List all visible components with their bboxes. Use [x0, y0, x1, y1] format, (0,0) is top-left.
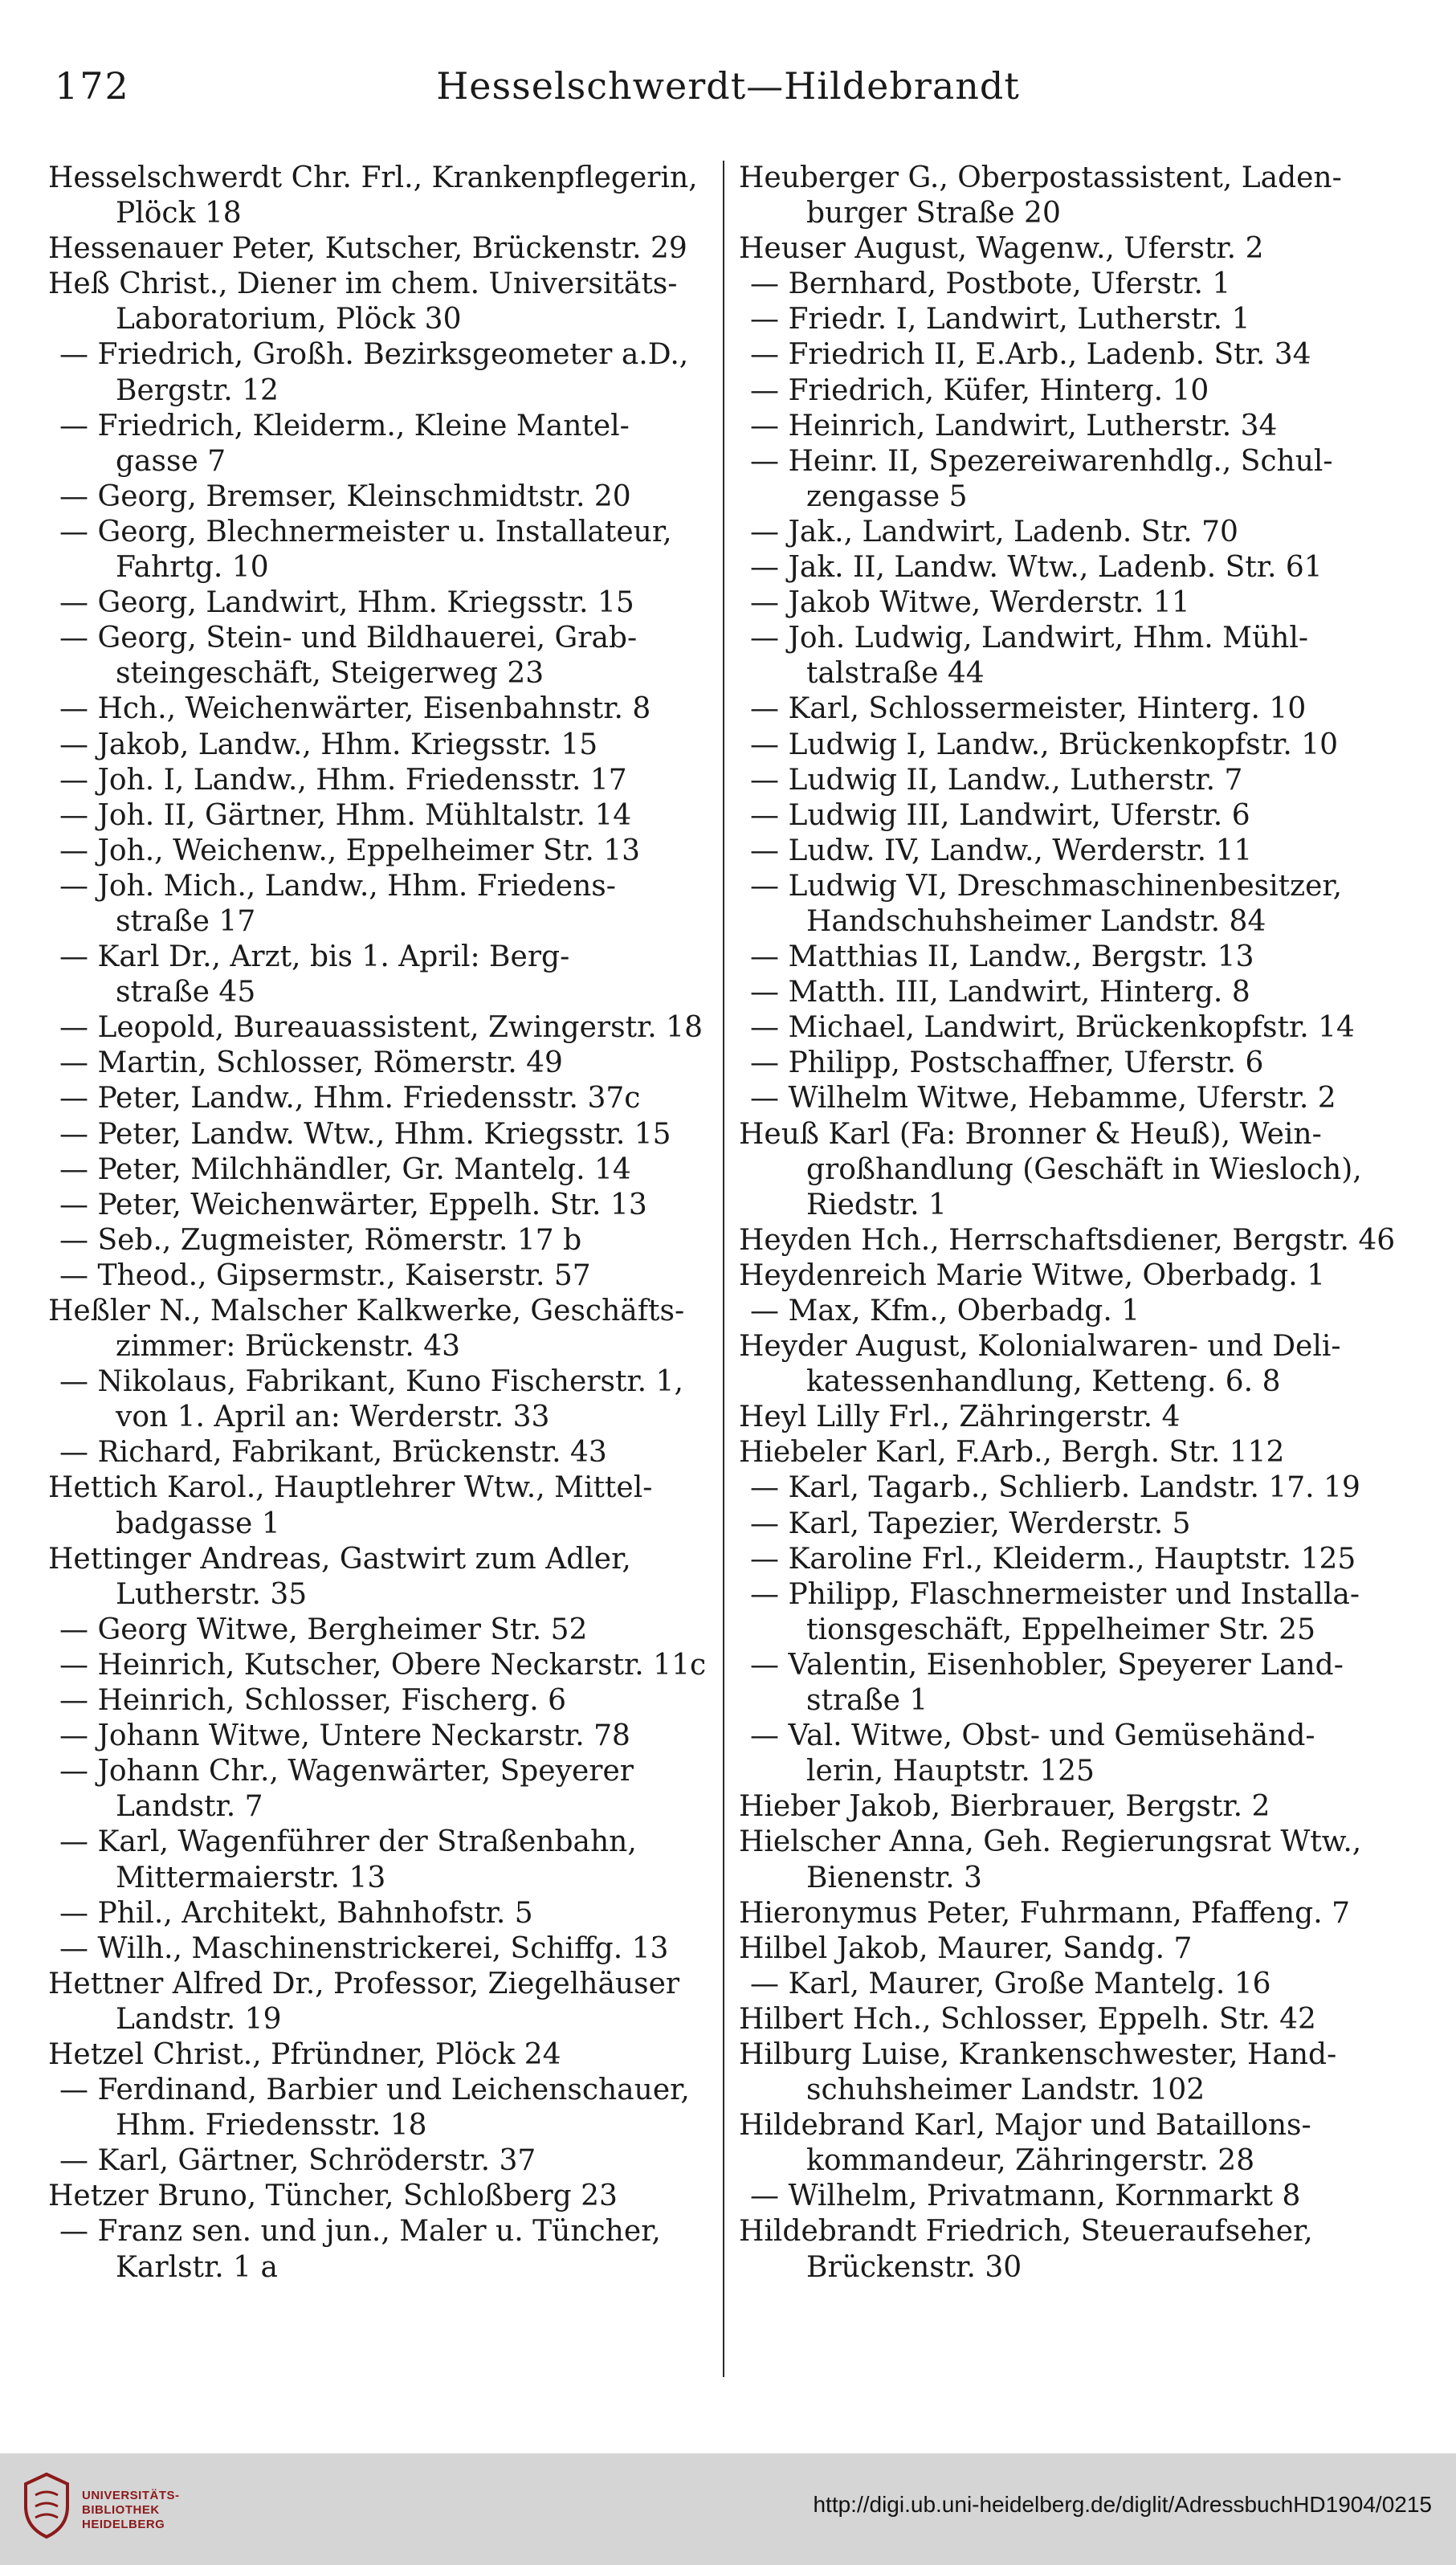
- entry-line: Heuser August, Wagenw., Uferstr. 2: [739, 232, 1264, 266]
- logo-line: UNIVERSITÄTS-: [82, 2489, 180, 2502]
- directory-entry: [739, 1258, 1397, 1294]
- directory-entry: [48, 479, 707, 515]
- directory-entry: [739, 515, 1397, 550]
- directory-entry: [739, 2037, 1397, 2108]
- entry-line: Heß Christ., Diener im chem. Universitäts-: [48, 267, 678, 301]
- entry-line: — Val. Witwe, Obst- und Gemüsehänd-: [750, 1719, 1315, 1753]
- directory-entry: [739, 337, 1397, 373]
- directory-entry: [48, 691, 707, 727]
- directory-entry: [739, 1046, 1397, 1081]
- entry-line: — Peter, Weichenwärter, Eppelh. Str. 13: [59, 1188, 647, 1221]
- entry-line: Heßler N., Malscher Kalkwerke, Geschäfts-: [48, 1295, 685, 1327]
- entry-line: — Karl, Schlossermeister, Hinterg. 10: [750, 692, 1307, 726]
- directory-entry: [739, 1577, 1397, 1648]
- directory-entry: [739, 585, 1397, 621]
- footer-bar: [0, 2453, 1456, 2565]
- directory-entry: [739, 1719, 1397, 1789]
- entry-line: — Nikolaus, Fabrikant, Kuno Fischerstr. 1,: [59, 1365, 683, 1399]
- directory-entry: [48, 1364, 707, 1435]
- directory-entry: [739, 1967, 1397, 2002]
- directory-entry: [739, 231, 1397, 267]
- running-title: Hesselschwerdt—Hildebrandt: [436, 64, 1020, 108]
- entry-continuation-line: burger Straße 20: [806, 197, 1061, 230]
- directory-entry: [739, 798, 1397, 834]
- entry-line: — Friedrich II, E.Arb., Ladenb. Str. 34: [750, 338, 1311, 372]
- entry-line: Heuberger G., Oberpostassistent, Laden-: [739, 161, 1342, 194]
- entry-line: — Karl, Tapezier, Werderstr. 5: [750, 1507, 1191, 1540]
- entry-line: Hetzer Bruno, Tüncher, Schloßberg 23: [48, 2180, 618, 2213]
- directory-entry: [48, 409, 707, 479]
- directory-entry: [48, 1825, 707, 1895]
- directory-entry: [48, 1223, 707, 1258]
- entry-line: — Peter, Landw. Wtw., Hhm. Kriegsstr. 15: [59, 1117, 671, 1151]
- directory-entry: [739, 2179, 1397, 2214]
- entry-line: — Wilhelm Witwe, Hebamme, Uferstr. 2: [750, 1082, 1336, 1115]
- entry-line: Hielscher Anna, Geh. Regierungsrat Wtw.,: [739, 1825, 1362, 1859]
- directory-entry: [48, 2214, 707, 2285]
- directory-entry: [739, 2002, 1397, 2037]
- entry-continuation-line: lerin, Hauptstr. 125: [806, 1755, 1095, 1788]
- entry-continuation-line: straße 17: [116, 904, 256, 938]
- entry-line: — Ludwig VI, Dreschmaschinenbesitzer,: [750, 869, 1343, 903]
- directory-entry: [739, 444, 1397, 515]
- entry-line: — Theod., Gipsermstr., Kaiserstr. 57: [59, 1258, 591, 1292]
- directory-entry: [48, 1081, 707, 1116]
- directory-entry: [739, 1542, 1397, 1577]
- entry-line: — Georg, Landwirt, Hhm. Kriegsstr. 15: [59, 586, 634, 620]
- directory-entry: [739, 1507, 1397, 1542]
- entry-line: Hilbel Jakob, Maurer, Sandg. 7: [739, 1931, 1193, 1965]
- entry-line: — Franz sen. und jun., Maler u. Tüncher,: [59, 2215, 661, 2249]
- directory-entry: [48, 798, 707, 834]
- page-number: 172: [55, 64, 130, 108]
- entry-line: — Karl, Maurer, Große Mantelg. 16: [750, 1967, 1271, 2000]
- entry-line: — Heinr. II, Spezereiwarenhdlg., Schul-: [750, 444, 1333, 478]
- directory-entry: [739, 550, 1397, 585]
- directory-entry: [739, 267, 1397, 302]
- entry-continuation-line: badgasse 1: [116, 1507, 280, 1540]
- entry-line: — Joh. Ludwig, Landwirt, Hhm. Mühl-: [750, 622, 1309, 655]
- directory-entry: [48, 267, 707, 337]
- entry-line: — Michael, Landwirt, Brückenkopfstr. 14: [750, 1011, 1355, 1045]
- entry-line: — Ferdinand, Barbier und Leichenschauer,: [59, 2074, 690, 2107]
- directory-entry: [48, 2143, 707, 2179]
- entry-line: — Jak., Landwirt, Ladenb. Str. 70: [750, 515, 1238, 548]
- entry-continuation-line: Brückenstr. 30: [806, 2250, 1022, 2284]
- entry-line: — Peter, Milchhändler, Gr. Mantelg. 14: [59, 1152, 631, 1186]
- entry-line: Hieronymus Peter, Fuhrmann, Pfaffeng. 7: [739, 1896, 1351, 1930]
- entry-line: — Philipp, Flaschnermeister und Installa-: [750, 1577, 1360, 1611]
- entry-line: — Seb., Zugmeister, Römerstr. 17 b: [59, 1223, 582, 1257]
- entry-line: — Joh. II, Gärtner, Hhm. Mühltalstr. 14: [59, 798, 632, 832]
- directory-entry: [739, 409, 1397, 444]
- directory-columns: [48, 161, 1413, 2377]
- entry-line: — Georg Witwe, Bergheimer Str. 52: [59, 1613, 588, 1646]
- entry-line: — Ludw. IV, Landw., Werderstr. 11: [750, 834, 1253, 867]
- directory-entry: [48, 1258, 707, 1294]
- entry-line: Hesselschwerdt Chr. Frl., Krankenpflegerin,: [48, 161, 698, 194]
- entry-line: Hilburg Luise, Krankenschwester, Hand-: [739, 2037, 1337, 2071]
- directory-entry: [48, 1046, 707, 1081]
- entry-line: — Heinrich, Landwirt, Lutherstr. 34: [750, 409, 1278, 442]
- entry-continuation-line: Laboratorium, Plöck 30: [116, 303, 462, 336]
- source-url-link[interactable]: http://digi.ub.uni-heidelberg.de/diglit/AdressbuchHD1904/0215: [813, 2492, 1432, 2517]
- directory-entry: [48, 763, 707, 798]
- entry-line: — Karl, Wagenführer der Straßenbahn,: [59, 1825, 637, 1859]
- directory-entry: [739, 940, 1397, 975]
- directory-entry: [739, 728, 1397, 763]
- entry-continuation-line: kommandeur, Zähringerstr. 28: [806, 2144, 1255, 2178]
- entry-line: — Friedrich, Küfer, Hinterg. 10: [750, 373, 1209, 407]
- directory-entry: [48, 231, 707, 267]
- page-header: [0, 56, 1456, 120]
- entry-line: — Joh., Weichenw., Eppelheimer Str. 13: [59, 834, 641, 867]
- directory-entry: [48, 337, 707, 408]
- entry-continuation-line: katessenhandlung, Ketteng. 6. 8: [806, 1365, 1281, 1399]
- entry-line: — Max, Kfm., Oberbadg. 1: [750, 1295, 1140, 1327]
- entry-line: — Karl, Gärtner, Schröderstr. 37: [59, 2144, 536, 2178]
- directory-entry: [48, 1683, 707, 1719]
- entry-line: — Valentin, Eisenhobler, Speyerer Land-: [750, 1648, 1344, 1682]
- entry-line: Hettinger Andreas, Gastwirt zum Adler,: [48, 1542, 631, 1576]
- directory-entry: [739, 834, 1397, 869]
- directory-entry: [48, 1931, 707, 1967]
- entry-continuation-line: großhandlung (Geschäft in Wiesloch),: [806, 1152, 1362, 1186]
- entry-line: Hilbert Hch., Schlosser, Eppelh. Str. 42: [739, 2002, 1316, 2036]
- directory-entry: [739, 2108, 1397, 2179]
- entry-continuation-line: Lutherstr. 35: [116, 1577, 308, 1611]
- entry-continuation-line: Riedstr. 1: [806, 1188, 947, 1221]
- entry-line: — Peter, Landw., Hhm. Friedensstr. 37c: [59, 1082, 641, 1115]
- directory-entry: [48, 585, 707, 621]
- entry-continuation-line: tionsgeschäft, Eppelheimer Str. 25: [806, 1613, 1315, 1646]
- directory-entry: [739, 1400, 1397, 1435]
- entry-line: — Philipp, Postschaffner, Uferstr. 6: [750, 1046, 1264, 1080]
- entry-line: Hettich Karol., Hauptlehrer Wtw., Mittel-: [48, 1471, 653, 1505]
- directory-entry: [739, 1117, 1397, 1223]
- directory-entry: [48, 1010, 707, 1046]
- right-column: [739, 161, 1397, 2286]
- entry-line: — Ludwig II, Landw., Lutherstr. 7: [750, 763, 1243, 797]
- directory-entry: [48, 2179, 707, 2214]
- entry-continuation-line: Karlstr. 1 a: [116, 2250, 278, 2284]
- directory-entry: [739, 869, 1397, 940]
- entry-line: Hildebrandt Friedrich, Steueraufseher,: [739, 2215, 1313, 2249]
- directory-entry: [48, 1470, 707, 1541]
- entry-continuation-line: straße 45: [116, 976, 256, 1009]
- entry-continuation-line: Landstr. 19: [116, 2002, 282, 2036]
- directory-entry: [739, 373, 1397, 409]
- entry-line: — Jakob Witwe, Werderstr. 11: [750, 586, 1190, 620]
- entry-line: — Joh. Mich., Landw., Hhm. Friedens-: [59, 869, 616, 903]
- entry-line: Hettner Alfred Dr., Professor, Ziegelhäuser: [48, 1967, 680, 2000]
- entry-continuation-line: Plöck 18: [116, 197, 242, 230]
- directory-entry: [739, 1329, 1397, 1400]
- directory-entry: [739, 763, 1397, 798]
- directory-entry: [739, 1648, 1397, 1719]
- column-divider: [723, 161, 724, 2377]
- directory-entry: [739, 1896, 1397, 1931]
- entry-line: — Ludwig III, Landwirt, Uferstr. 6: [750, 798, 1250, 832]
- directory-entry: [739, 2214, 1397, 2285]
- directory-entry: [48, 1896, 707, 1931]
- directory-entry: [739, 1435, 1397, 1470]
- left-column: [48, 161, 707, 2286]
- entry-line: — Friedrich, Großh. Bezirksgeometer a.D.,: [59, 338, 689, 372]
- directory-entry: [739, 1010, 1397, 1046]
- entry-continuation-line: talstraße 44: [806, 657, 985, 691]
- entry-line: Heuß Karl (Fa: Bronner & Heuß), Wein-: [739, 1117, 1322, 1151]
- entry-line: — Phil., Architekt, Bahnhofstr. 5: [59, 1896, 533, 1930]
- entry-continuation-line: zengasse 5: [806, 479, 968, 513]
- directory-entry: [48, 1188, 707, 1223]
- entry-line: — Matthias II, Landw., Bergstr. 13: [750, 940, 1254, 974]
- directory-entry: [48, 2037, 707, 2073]
- directory-entry: [48, 940, 707, 1010]
- entry-continuation-line: von 1. April an: Werderstr. 33: [116, 1401, 550, 1434]
- entry-line: — Martin, Schlosser, Römerstr. 49: [59, 1046, 563, 1080]
- directory-entry: [48, 1648, 707, 1683]
- entry-line: — Johann Witwe, Untere Neckarstr. 78: [59, 1719, 630, 1753]
- directory-entry: [739, 1789, 1397, 1825]
- library-logo[interactable]: [14, 2466, 207, 2547]
- entry-continuation-line: Bienenstr. 3: [806, 1861, 982, 1894]
- entry-line: — Richard, Fabrikant, Brückenstr. 43: [59, 1436, 607, 1470]
- entry-line: — Karl, Tagarb., Schlierb. Landstr. 17. 19: [750, 1471, 1360, 1505]
- entry-line: — Georg, Stein- und Bildhauerei, Grab-: [59, 622, 638, 655]
- entry-line: — Leopold, Bureauassistent, Zwingerstr. 18: [59, 1011, 703, 1045]
- entry-continuation-line: Landstr. 7: [116, 1790, 263, 1824]
- entry-line: Hildebrand Karl, Major und Bataillons-: [739, 2109, 1311, 2143]
- entry-line: — Wilh., Maschinenstrickerei, Schiffg. 13: [59, 1931, 669, 1965]
- directory-entry: [48, 1754, 707, 1825]
- directory-entry: [739, 1825, 1397, 1895]
- entry-line: — Jakob, Landw., Hhm. Kriegsstr. 15: [59, 728, 598, 761]
- directory-entry: [739, 1931, 1397, 1967]
- entry-continuation-line: Fahrtg. 10: [116, 551, 269, 585]
- directory-entry: [48, 515, 707, 585]
- directory-entry: [48, 1719, 707, 1754]
- entry-line: Heyl Lilly Frl., Zähringerstr. 4: [739, 1401, 1181, 1434]
- entry-line: Hessenauer Peter, Kutscher, Brückenstr. 29: [48, 232, 687, 266]
- entry-continuation-line: steingeschäft, Steigerweg 23: [116, 657, 544, 691]
- entry-line: — Ludwig I, Landw., Brückenkopfstr. 10: [750, 728, 1339, 761]
- logo-line: HEIDELBERG: [82, 2518, 165, 2531]
- directory-entry: [48, 1542, 707, 1613]
- directory-entry: [739, 302, 1397, 337]
- directory-entry: [739, 1294, 1397, 1329]
- directory-entry: [739, 691, 1397, 727]
- entry-line: Heyden Hch., Herrschaftsdiener, Bergstr. 46: [739, 1223, 1396, 1257]
- directory-entry: [739, 1223, 1397, 1258]
- entry-continuation-line: gasse 7: [116, 444, 226, 478]
- entry-line: — Georg, Blechnermeister u. Installateur,: [59, 515, 672, 548]
- logo-line: BIBLIOTHEK: [82, 2503, 160, 2517]
- entry-line: — Friedr. I, Landwirt, Lutherstr. 1: [750, 303, 1250, 336]
- entry-line: Heydenreich Marie Witwe, Oberbadg. 1: [739, 1258, 1326, 1292]
- entry-continuation-line: straße 1: [806, 1684, 928, 1718]
- entry-line: — Johann Chr., Wagenwärter, Speyerer: [59, 1755, 634, 1788]
- directory-entry: [48, 869, 707, 940]
- directory-entry: [48, 1152, 707, 1188]
- directory-entry: [48, 1117, 707, 1152]
- directory-entry: [48, 2073, 707, 2143]
- entry-line: — Heinrich, Schlosser, Fischerg. 6: [59, 1684, 567, 1718]
- entry-continuation-line: Bergstr. 12: [116, 373, 279, 407]
- entry-line: — Friedrich, Kleiderm., Kleine Mantel-: [59, 409, 630, 442]
- directory-entry: [739, 975, 1397, 1010]
- entry-continuation-line: schuhsheimer Landstr. 102: [806, 2074, 1205, 2107]
- entry-line: — Hch., Weichenwärter, Eisenbahnstr. 8: [59, 692, 651, 726]
- entry-line: — Georg, Bremser, Kleinschmidtstr. 20: [59, 479, 631, 513]
- entry-line: — Matth. III, Landwirt, Hinterg. 8: [750, 976, 1250, 1009]
- entry-line: — Karl Dr., Arzt, bis 1. April: Berg-: [59, 940, 570, 974]
- directory-entry: [48, 1967, 707, 2037]
- directory-entry: [48, 161, 707, 231]
- entry-continuation-line: Mittermaierstr. 13: [116, 1861, 386, 1894]
- directory-entry: [739, 161, 1397, 231]
- library-seal-icon: [18, 2471, 75, 2540]
- entry-line: Hiebeler Karl, F.Arb., Bergh. Str. 112: [739, 1436, 1285, 1470]
- entry-continuation-line: Handschuhsheimer Landstr. 84: [806, 904, 1266, 938]
- directory-entry: [739, 1081, 1397, 1116]
- directory-entry: [48, 1435, 707, 1470]
- directory-entry: [739, 1470, 1397, 1506]
- entry-continuation-line: Hhm. Friedensstr. 18: [116, 2109, 427, 2143]
- entry-line: — Heinrich, Kutscher, Obere Neckarstr. 11c: [59, 1648, 707, 1682]
- entry-line: Heyder August, Kolonialwaren- und Deli-: [739, 1330, 1341, 1364]
- directory-entry: [48, 834, 707, 869]
- entry-line: — Joh. I, Landw., Hhm. Friedensstr. 17: [59, 763, 627, 797]
- directory-entry: [48, 1613, 707, 1648]
- library-logo-text: [82, 2489, 180, 2532]
- entry-continuation-line: zimmer: Brückenstr. 43: [116, 1330, 461, 1364]
- entry-line: Hetzel Christ., Pfründner, Plöck 24: [48, 2037, 561, 2071]
- directory-entry: [48, 621, 707, 691]
- entry-line: — Bernhard, Postbote, Uferstr. 1: [750, 267, 1231, 301]
- directory-entry: [739, 621, 1397, 691]
- directory-entry: [48, 1294, 707, 1364]
- entry-line: Hieber Jakob, Bierbrauer, Bergstr. 2: [739, 1790, 1270, 1824]
- entry-line: — Wilhelm, Privatmann, Kornmarkt 8: [750, 2180, 1301, 2213]
- directory-entry: [48, 728, 707, 763]
- entry-line: — Karoline Frl., Kleiderm., Hauptstr. 125: [750, 1542, 1356, 1576]
- entry-line: — Jak. II, Landw. Wtw., Ladenb. Str. 61: [750, 551, 1323, 585]
